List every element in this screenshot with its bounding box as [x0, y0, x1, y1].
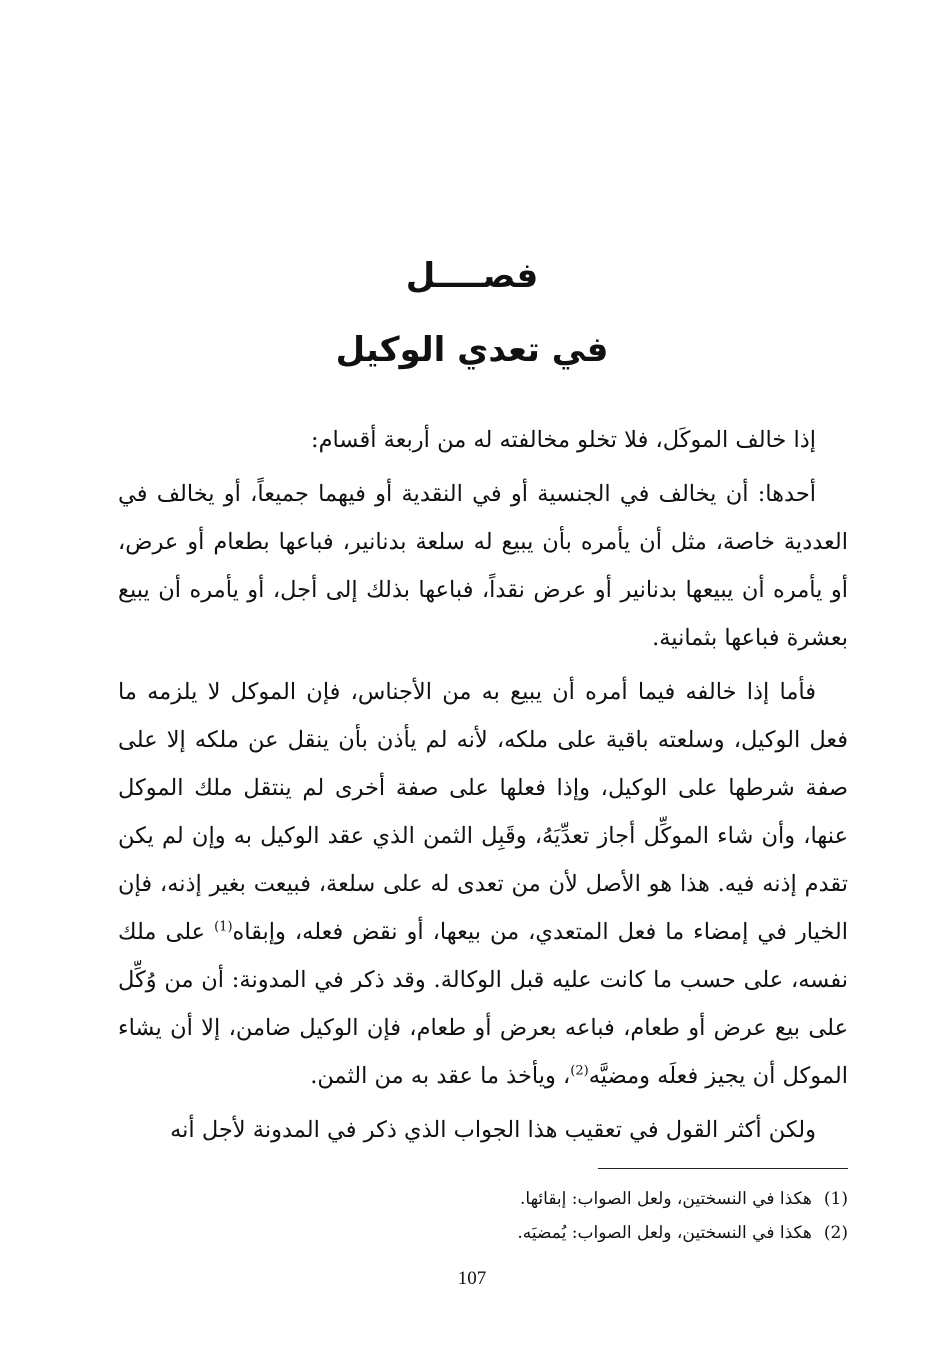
- page-number: 107: [457, 1268, 487, 1289]
- paragraph-text-part: ، ويأخذ ما عقد به من الثمن.: [310, 1063, 571, 1089]
- main-text: [118, 416, 848, 1160]
- footnote-number: (2): [823, 1223, 848, 1243]
- paragraph-continued: ولكن أكثر القول في تعقيب هذا الجواب الذي ذكر في المدونة لأجل أنه: [170, 1117, 816, 1143]
- footnote-text: هكذا في النسختين، ولعل الصواب: إبقائها.: [519, 1189, 812, 1209]
- footnote-reference-1: (1): [214, 919, 233, 935]
- footnotes: [118, 1182, 848, 1250]
- footnote-1: [118, 1182, 848, 1216]
- footnote-2: [118, 1216, 848, 1250]
- paragraph-text-part: فأما إذا خالفه فيما أمره أن يبيع به من الأجناس، فإن الموكل لا يلزمه ما فعل الوكيل، وسلعته باقية على ملكه، لأنه لم يأذن بأن ينقل عن ملكه إلا على صفة شرطها على الوكيل، وإذا فعلها على صفة أخرى لم ينتقل ملك الموكل عنها، وأن شاء الموكِّل أجاز تعدِّيَهُ، وقَبِل الثمن الذي عقد الوكيل به وإن لم يكن تقدم إذنه فيه. هذا هو الأصل لأن من تعدى له على سلعة، فبيعت بغير إذنه، فإن الخيار في إمضاء ما فعل المتعدي، من بيعها، أو نقض فعله، وإبقاه: [118, 679, 848, 945]
- paragraph-text-part: على ملك نفسه، على حسب ما كانت عليه قبل الوكالة. وقد ذكر في المدونة: أن من وُكِّل على بيع عرض أو طعام، فباعه بعرض أو طعام، فإن الوكيل ضامن، إلا أن يشاء الموكل أن يجيز فعلَه ومضيَّه: [118, 919, 848, 1089]
- paragraph-first-case: أحدها: أن يخالف في الجنسية أو في النقدية أو فيهما جميعاً، أو يخالف في العددية خاصة، مثل أن يأمره بأن يبيع له سلعة بدنانير، فباعها بطعام أو عرض، أو يأمره أن يبيعها بدنانير أو عرض نقداً، فباعها بذلك إلى أجل، أو يأمره أن يبيع بعشرة فباعها بثمانية.: [118, 481, 848, 651]
- footnote-text: هكذا في النسختين، ولعل الصواب: يُمضيَه.: [517, 1223, 812, 1243]
- section-heading: فصــــل: [405, 256, 539, 296]
- paragraph-intro: إذا خالف الموكَل، فلا تخلو مخالفته له من أربعة أقسام:: [311, 427, 816, 453]
- footnote-divider: [598, 1168, 848, 1169]
- chapter-title: في تعدي الوكيل: [335, 330, 609, 370]
- footnote-number: (1): [823, 1189, 848, 1209]
- footnote-reference-2: (2): [570, 1063, 589, 1079]
- paragraph-genus-case: [118, 668, 848, 1100]
